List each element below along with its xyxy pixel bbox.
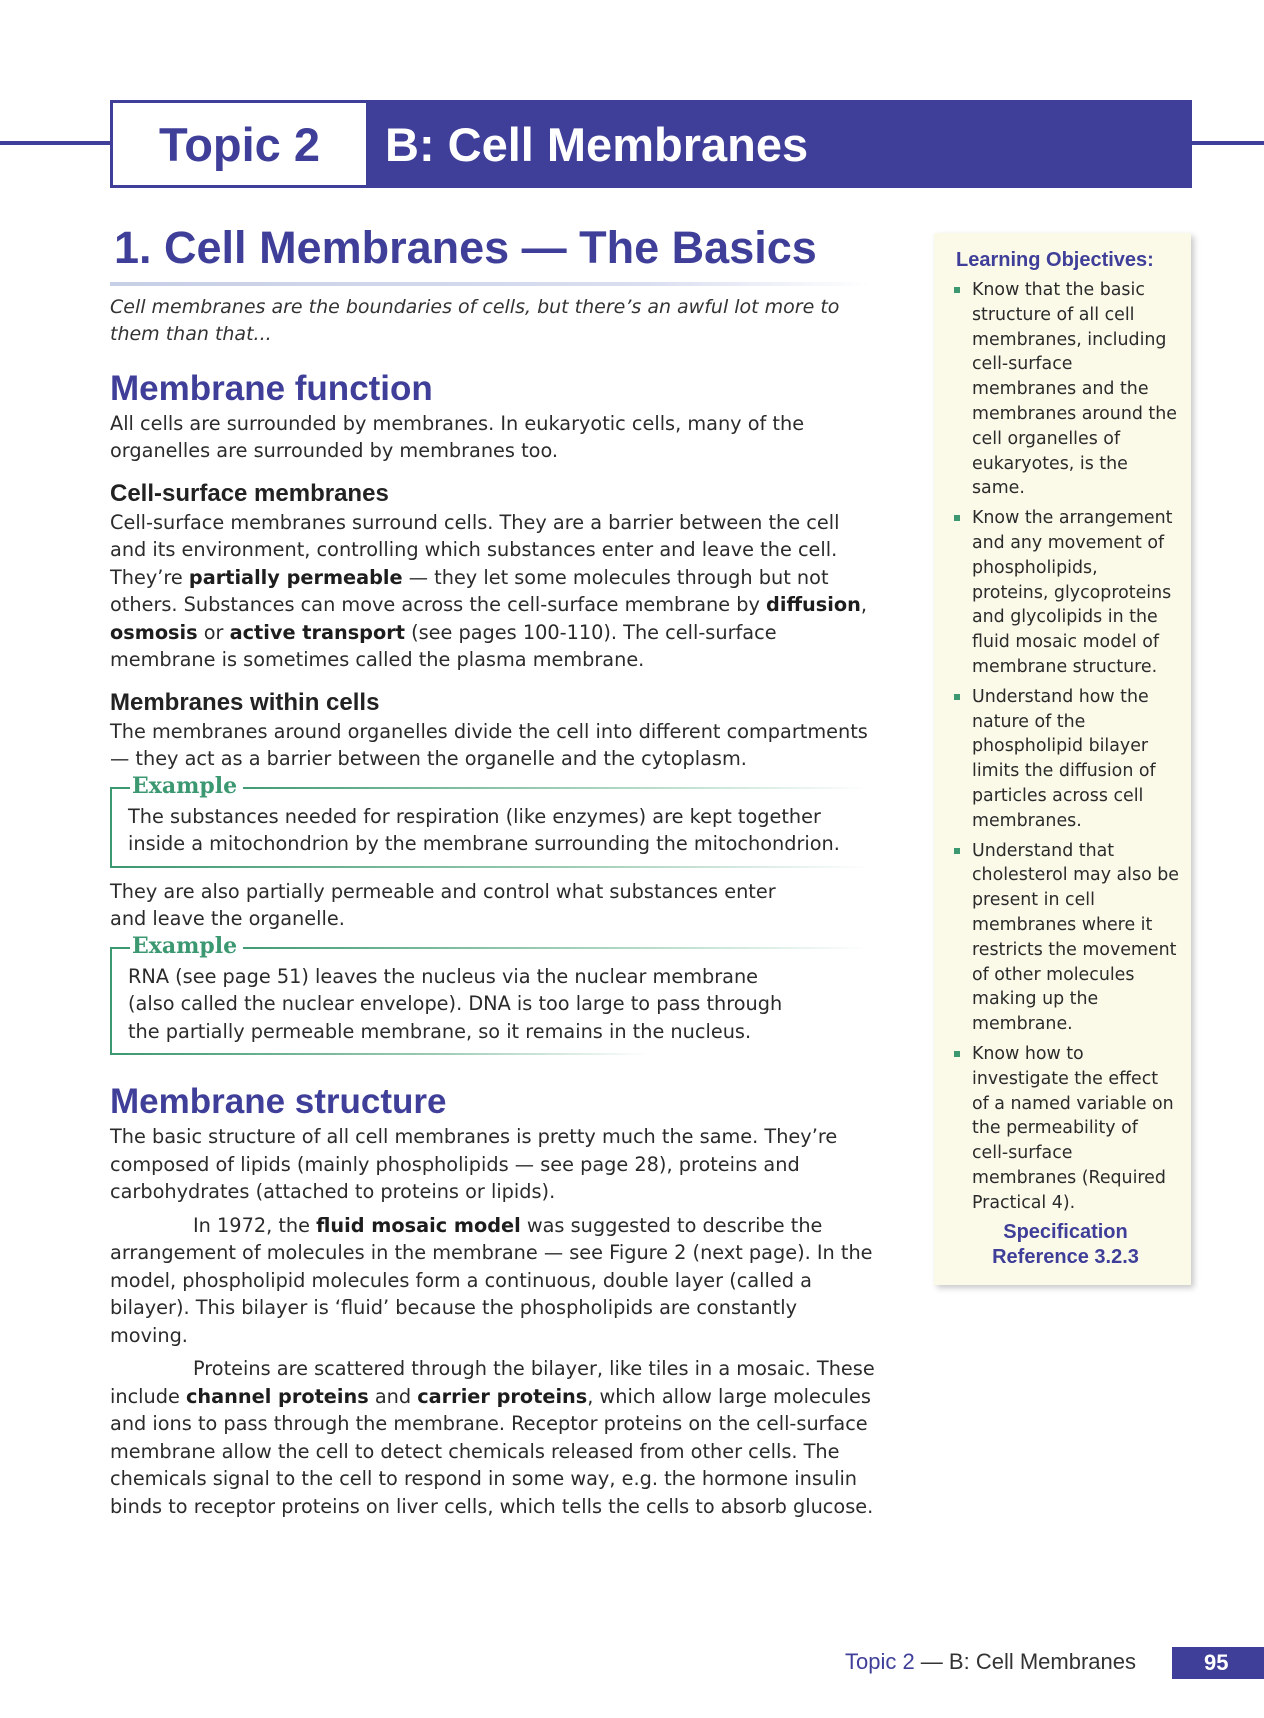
organelle-permeability-text: They are also partially permeable and control what substances enter and leave the organelle. [110,879,776,931]
term-carrier-proteins: carrier proteins [417,1384,588,1408]
page-number: 95 [1204,1650,1229,1675]
title-underline [110,282,870,286]
example-label: Example [130,932,243,960]
structure-text-3e: , which allow large molecules and ions to pass through the membrane. Receptor proteins on the cell-surface membrane allow the cell to detect chemicals released from other cells. The chemicals signal to the cell to respond in some way, e.g. the hormone insulin binds to receptor proteins on liver cells, which tells the cells to absorb glucose. [110,1384,874,1518]
term-diffusion: diffusion [766,593,861,617]
term-fluid-mosaic-model: fluid mosaic model [316,1213,521,1237]
header-rule-right [1192,141,1264,145]
example-top-rule-fade [224,947,870,949]
square-bullet-icon [954,515,960,521]
example-top-rule [112,947,130,949]
square-bullet-icon [954,694,960,700]
learning-objectives-title: Learning Objectives: [956,249,1154,271]
structure-text-2a: In 1972, the [193,1213,317,1237]
section-title-box [369,100,1192,188]
cell-surface-text-3: , [860,593,867,617]
objective-item [952,278,1179,501]
example-box-rna [110,932,870,1056]
main-content [110,222,880,1520]
cell-surface-text-2: — they let some molecules through but not others. Substances can move across the cell-surface membrane by [110,565,829,617]
example-top-rule-fade [224,787,870,789]
heading-membranes-within-cells: Membranes within cells [110,688,380,716]
objective-item [952,506,1179,680]
within-cells-text: The membranes around organelles divide the cell into different compartments — they act as a barrier between the organelle and the cytoplasm. [110,719,868,771]
objective-text: Know that the basic structure of all cell membranes, including cell-surface membranes and the membranes around the cell organelles of eukaryotes, is the same. [972,280,1177,499]
structure-text-3a: Proteins are scattered through the bilayer, like tiles in a mosaic. These include [110,1357,875,1408]
objective-item [952,685,1179,834]
membrane-function-text: All cells are surrounded by membranes. In eukaryotic cells, many of the organelles are surrounded by membranes too. [110,411,805,463]
heading-cell-surface-membranes: Cell-surface membranes [110,479,389,507]
footer-running-title [700,1647,1136,1677]
objective-item [952,1042,1179,1216]
intro-text: Cell membranes are the boundaries of cells, but there’s an awful lot more to them than that... [110,295,840,345]
section-title: B: Cell Membranes [385,117,809,171]
objective-item [952,839,1179,1037]
specification-reference [952,1220,1179,1270]
footer-dash: — [914,1649,949,1674]
topic-label: Topic 2 [158,117,321,171]
structure-text-2c: was suggested to describe the arrangement of molecules in the membrane — see Figure 2 (next page). In the model, phospholipid molecules form a continuous, double layer (called a bilayer). This bilayer is ‘fluid’ because the phospholipids are constantly moving. [110,1213,873,1347]
footer-topic: Topic 2 [844,1649,915,1674]
cell-surface-text-1: Cell-surface membranes surround cells. They are a barrier between the cell and its environment, controlling which substances enter and leave the cell. They’re [110,510,840,589]
topic-label-box [110,100,369,188]
structure-text-1: The basic structure of all cell membranes is pretty much the same. They’re composed of lipids (mainly phospholipids — see page 28), proteins and carbohydrates (attached to proteins or lipids). [110,1125,838,1204]
square-bullet-icon [954,848,960,854]
heading-membrane-structure: Membrane structure [110,1082,447,1122]
learning-objectives-list [952,278,1179,1215]
learning-objectives-panel [934,233,1191,1285]
term-active-transport: active transport [229,620,405,644]
objective-text: Know how to investigate the effect of a named variable on the permeability of cell-surface membranes (Required Practical 4). [972,1043,1174,1213]
example-text-rna: RNA (see page 51) leaves the nucleus via the nuclear membrane (also called the nuclear envelope). DNA is too large to pass through the partially permeable membrane, so it remains in the nucleus. [128,964,783,1043]
example-text-respiration: The substances needed for respiration (like enzymes) are kept together inside a mitochondrion by the membrane surrounding the mitochondrion. [128,804,840,856]
objective-text: Understand how the nature of the phospholipid bilayer limits the diffusion of particles across cell membranes. [972,686,1156,831]
square-bullet-icon [954,1051,960,1057]
example-top-rule [112,787,130,789]
cell-surface-text-4: or [197,620,230,644]
header-rule-left [0,141,112,145]
page-title: 1. Cell Membranes — The Basics [114,222,817,273]
square-bullet-icon [954,287,960,293]
objective-text: Understand that cholesterol may also be present in cell membranes where it restricts the movement of other molecules making up the membrane. [972,840,1179,1035]
specification-reference-line-2: Reference 3.2.3 [992,1246,1139,1269]
structure-text-3c: and [368,1384,418,1408]
example-box-respiration [110,772,870,868]
cell-surface-text-5: (see pages 100-110). The cell-surface membrane is sometimes called the plasma membrane. [110,620,777,672]
structure-text-2 [110,1212,880,1350]
term-osmosis: osmosis [110,620,198,644]
structure-text-3 [110,1355,880,1520]
term-channel-proteins: channel proteins [186,1384,369,1408]
specification-reference-line-1: Specification [1003,1221,1128,1244]
objective-text: Know the arrangement and any movement of phospholipids, proteins, glycoproteins and glycolipids in the fluid mosaic model of membrane structure. [972,508,1173,677]
example-bottom-rule [112,866,870,868]
term-partially-permeable: partially permeable [188,565,403,589]
page-number-box [1172,1647,1264,1679]
cell-surface-text [110,509,880,674]
example-bottom-rule [112,1053,650,1055]
example-label: Example [130,772,243,800]
heading-membrane-function: Membrane function [110,368,433,408]
footer-section: B: Cell Membranes [948,1649,1136,1674]
